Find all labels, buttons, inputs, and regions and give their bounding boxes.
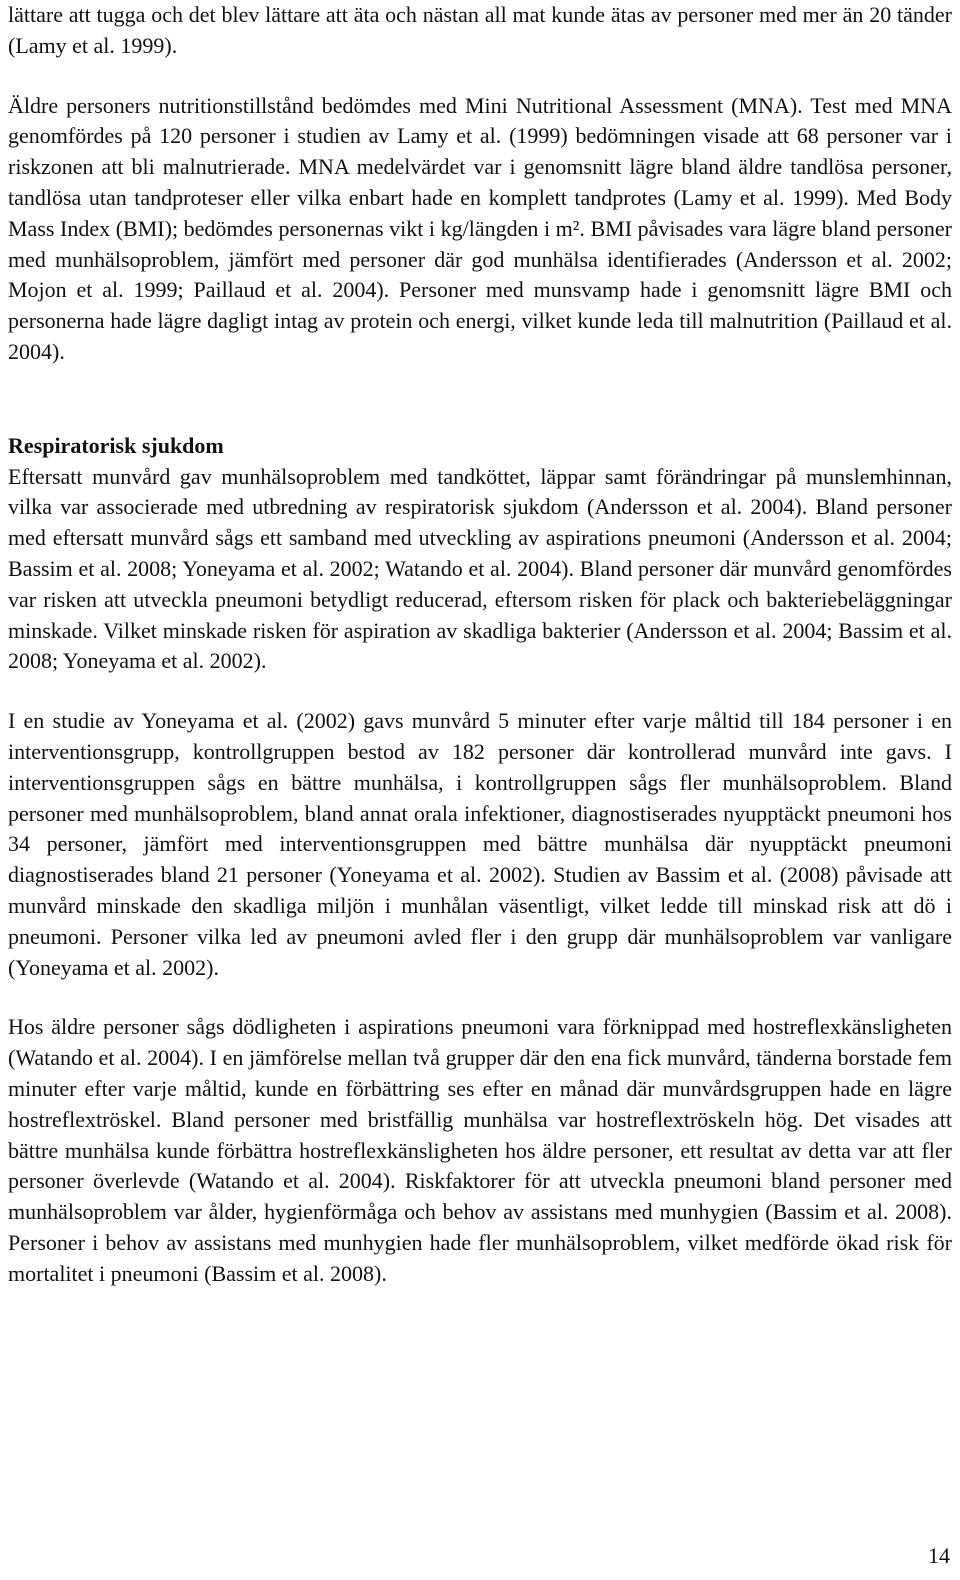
section-heading: Respiratorisk sjukdom xyxy=(8,432,224,458)
paragraph-yoneyama-study: I en studie av Yoneyama et al. (2002) gavs munvård 5 minuter efter varje måltid till 184 personer i en interventionsgrupp, kontrollgruppen bestod av 182 personer där kontrollerad munvård inte gavs. I interventionsgruppen sågs en bättre munhälsa, i kontrollgruppen sågs fler munhälsoproblem. Bland personer med munhälsoproblem, bland annat orala infektioner, diagnostiserades nyupptäckt pneumoni hos 34 personer, jämfört med interventionsgruppen med bättre munhälsa där nyupptäckt pneumoni diagnostiserades bland 21 personer (Yoneyama et al. 2002). Studien av Bassim et al. (2008) påvisade att munvård minskade den skadliga miljön i munhålan väsentligt, vilket ledde till minskad risk att dö i pneumoni. Personer vilka led av pneumoni avled fler i den grupp där munhälsoproblem var vanligare (Yoneyama et al. 2002). xyxy=(8,708,952,980)
page-number: 14 xyxy=(928,1543,950,1568)
paragraph-mna: Äldre personers nutritionstillstånd bedömdes med Mini Nutritional Assessment (MNA). Test med MNA genomfördes på 120 personer i studien av Lamy et al. (1999) bedömningen visade att 68 personer var i riskzonen att bli malnutrierade. MNA medelvärdet var i genomsnitt lägre bland äldre tandlösa personer, tandlösa utan tandproteser eller vilka enbart hade en komplett tandprotes (Lamy et al. 1999). Med Body Mass Index (BMI); bedömdes personernas vikt i kg/längden i m². BMI påvisades vara lägre bland personer med munhälsoproblem, jämfört med personer där god munhälsa identifierades (Andersson et al. 2002; Mojon et al. 1999; Paillaud et al. 2004). Personer med munsvamp hade i genomsnitt lägre BMI och personerna hade lägre dagligt intag av protein och energi, vilket kunde leda till malnutrition (Paillaud et al. 2004). xyxy=(8,92,952,364)
document-page xyxy=(8,0,952,1289)
paragraph-watando-study: Hos äldre personer sågs dödligheten i aspirations pneumoni vara förknippad med hostreflexkänsligheten (Watando et al. 2004). I en jämförelse mellan två grupper där den ena fick munvård, tänderna borstade fem minuter efter varje måltid, kunde en förbättring ses efter en månad där munvårdsgruppen hade en lägre hostreflextröskel. Bland personer med bristfällig munhälsa var hostreflextröskeln hög. Det visades att bättre munhälsa kunde förbättra hostreflexkänsligheten hos äldre personer, ett resultat av detta var att fler personer överlevde (Watando et al. 2004). Riskfaktorer för att utveckla pneumoni bland personer med munhälsoproblem var ålder, hygienförmåga och behov av assistans med munhygien (Bassim et al. 2008). Personer i behov av assistans med munhygien hade fler munhälsoproblem, vilket medförde ökad risk för mortalitet i pneumoni (Bassim et al. 2008). xyxy=(8,1014,952,1286)
paragraph-respiratory: Eftersatt munvård gav munhälsoproblem med tandköttet, läppar samt förändringar på munslemhinnan, vilka var associerade med utbredning av respiratorisk sjukdom (Andersson et al. 2004). Bland personer med eftersatt munvård sågs ett samband med utveckling av aspirations pneumoni (Andersson et al. 2004; Bassim et al. 2008; Yoneyama et al. 2002; Watando et al. 2004). Bland personer där munvård genomfördes var risken att utveckla pneumoni betydligt reducerad, eftersom risken för plack och bakteriebeläggningar minskade. Vilket minskade risken för aspiration av skadliga bakterier (Andersson et al. 2004; Bassim et al. 2008; Yoneyama et al. 2002). xyxy=(8,463,952,674)
paragraph-continuation: lättare att tugga och det blev lättare att äta och nästan all mat kunde ätas av personer med mer än 20 tänder (Lamy et al. 1999). xyxy=(8,2,952,58)
